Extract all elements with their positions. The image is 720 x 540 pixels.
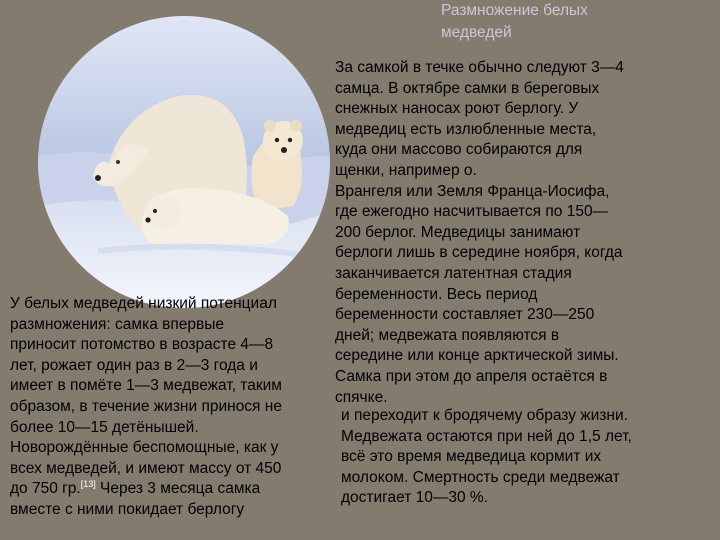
- polar-bears-photo: [38, 16, 330, 308]
- footnote-reference-link[interactable]: [13]: [80, 479, 96, 490]
- text-block-left: [10, 294, 340, 521]
- text-block-bottom: и переходит к бродячему образу жизни. Медвежата остаются при ней до 1,5 лет, всё это время медведица кормит их молоком. Смертность среди медвежат достигает 10—30 %.: [341, 407, 632, 507]
- polar-bears-image: [38, 16, 330, 308]
- text-block-right: За самкой в течке обычно следуют 3—4 самца. В октябре самки в береговых снежных наносах роют берлогу. У медведиц есть излюбленные места, куда они массово собираются для щенки, например о. Врангеля или Земля Франца-Иосифа, где ежегодно насчитывается по 150— 200 берлог. Медведицы занимают берлоги лишь в середине ноября, когда заканчивается латентная стадия беременности. Весь период беременности составляет 230—250 дней; медвежата появляются в середине или конце арктической зимы. Самка при этом до апреля остаётся в спячке.: [335, 59, 624, 406]
- text-left-main: У белых медведей низкий потенциал размножения: самка впервые приносит потомство в возрасте 4—8 лет, рожает один раз в 2—3 года и имеет в помёте 1—3 медвежат, таким образом, в течение жизни принося не более 10—15 детёнышей. Новорождённые беспомощные, как у всех медведей, и имеют массу от 450 до 750 гр.: [10, 295, 282, 498]
- text-left-tail: Через 3 месяца самка вместе с ними покидает берлогу: [10, 480, 261, 518]
- slide-title: Размножение белых медведей: [441, 2, 588, 41]
